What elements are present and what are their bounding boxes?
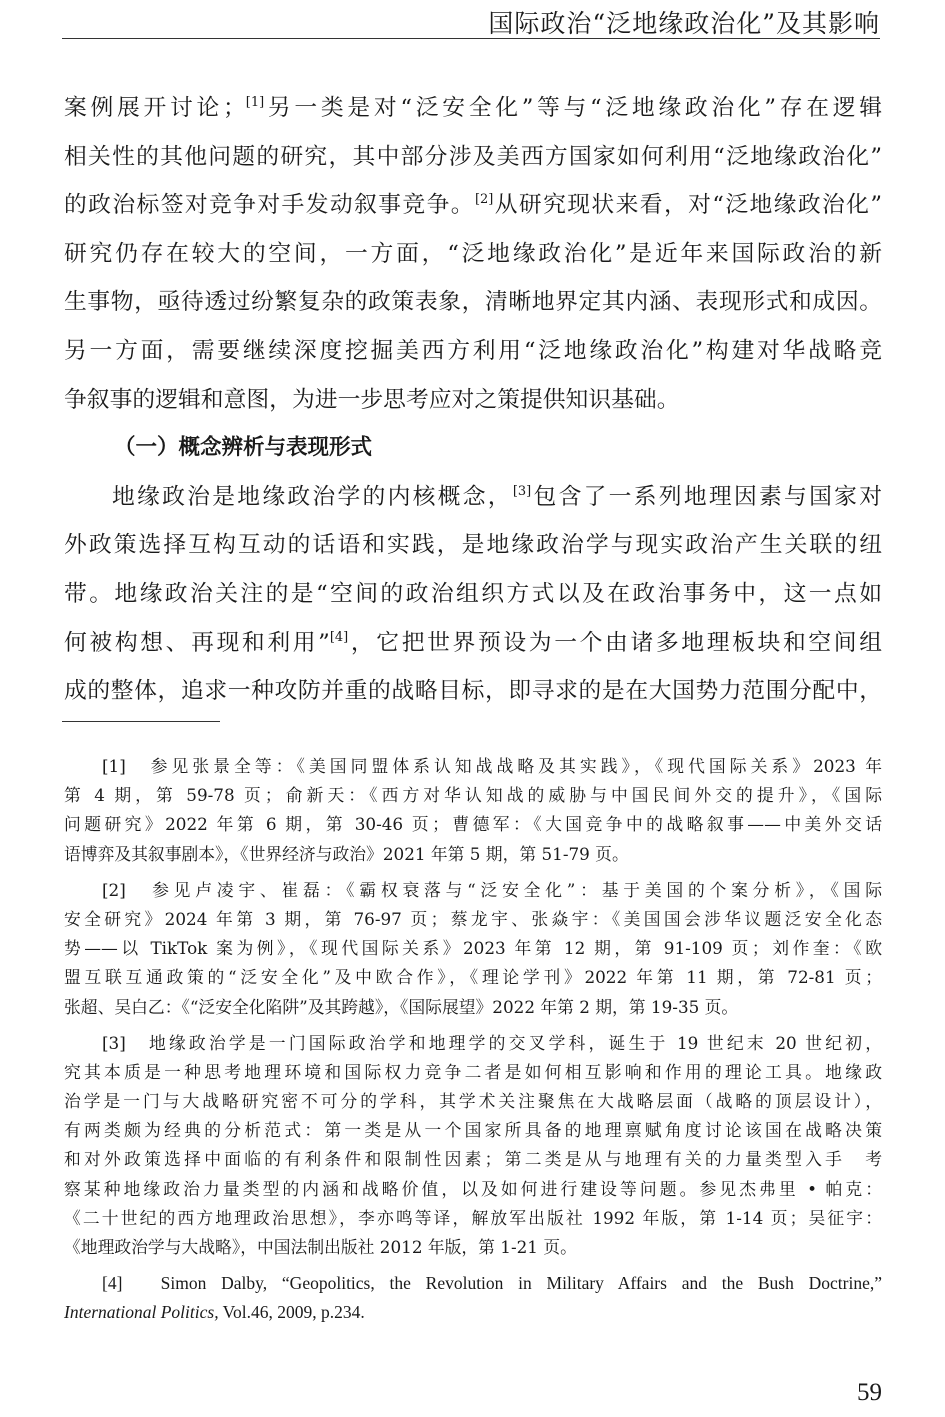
running-header <box>62 0 880 39</box>
body-line: 研究仍存在较大的空间，一方面，“泛地缘政治化”是近年来国际政治的新 <box>64 240 882 267</box>
footnote-ref-4[interactable]: [4] <box>329 629 349 645</box>
body-line: 成的整体，追求一种攻防并重的战略目标，即寻求的是在大国势力范围分配中， <box>64 678 882 705</box>
body-line: 何被构想、再现和利用”[4]，它把世界预设为一个由诸多地理板块和空间组 <box>64 629 883 656</box>
body-line: 的政治标签对竞争对手发动叙事竞争。[2]从研究现状来看，对“泛地缘政治化” <box>64 192 883 219</box>
footnotes <box>64 752 882 1335</box>
footnote-ref-3[interactable]: [3] <box>512 483 532 499</box>
body-line: 生事物，亟待透过纷繁复杂的政策表象，清晰地界定其内涵、表现形式和成因。 <box>64 289 882 316</box>
page-number: 59 <box>857 1379 882 1406</box>
footnote-ref-2[interactable]: [2] <box>474 192 494 208</box>
footnote-separator <box>62 721 220 722</box>
body-line: 地缘政治是地缘政治学的内核概念，[3]包含了一系列地理因素与国家对 <box>112 483 883 510</box>
journal-title: International Politics, <box>64 1302 219 1323</box>
body-line: 相关性的其他问题的研究，其中部分涉及美西方国家如何利用“泛地缘政治化” <box>64 143 882 170</box>
footnote-4: [4] Simon Dalby, “Geopolitics, the Revolution in Military Affairs and the Bush Doctrine,” International Politics, Vol.46, 2009, p.234. <box>64 1273 882 1323</box>
body-line: 外政策选择互构互动的话语和实践，是地缘政治学与现实政治产生关联的纽 <box>64 532 882 559</box>
body-line: 争叙事的逻辑和意图，为进一步思考应对之策提供知识基础。 <box>64 386 680 413</box>
body-line: 另一方面，需要继续深度挖掘美西方利用“泛地缘政治化”构建对华战略竞 <box>64 337 882 364</box>
footnote-2: [2] 参见卢凌宇、崔磊：《霸权衰落与“泛安全化”：基于美国的个案分析》，《国际 安全研究》2024 年第 3 期，第 76-97 页；蔡龙宇、张焱宇：《美国国会涉华议题泛安全化态 势——以 TikTok 案为例》，《现代国际关系》2023 年第 12 期，第 91-109 页；刘作奎：《欧 盟互联互通政策的“泛安全化”及中欧合作》，《理论学刊》2022 年第 11 期，第 72-81 页； 张超、吴白乙：《“泛安全化陷阱”及其跨越》，《国际展望》2022 年第 2 期，第 19-35 页。 <box>64 879 882 1017</box>
running-header-title: 国际政治“泛地缘政治化”及其影响 <box>488 9 880 38</box>
body-line: 带。地缘政治关注的是“空间的政治组织方式以及在政治事务中，这一点如 <box>64 580 882 607</box>
footnote-ref-1[interactable]: [1] <box>245 95 265 110</box>
body-line: 案例展开讨论；[1]另一类是对“泛安全化”等与“泛地缘政治化”存在逻辑 <box>64 95 883 121</box>
section-heading: （一）概念辨析与表现形式 <box>114 435 373 461</box>
footnote-1: [1] 参见张景全等：《美国同盟体系认知战战略及其实践》，《现代国际关系》2023 年 第 4 期，第 59-78 页；俞新天：《西方对华认知战的威胁与中国民间外交的提升》，《国际 问题研究》2022 年第 6 期，第 30-46 页；曹德军：《大国竞争中的战略叙事——中美外交话 语博弈及其叙事剧本》，《世界经济与政治》2021 年第 5 期，第 51-79 页。 <box>64 756 882 864</box>
body-text <box>64 84 882 716</box>
footnote-3: [3] 地缘政治学是一门国际政治学和地理学的交叉学科，诞生于 19 世纪末 20 世纪初， 究其本质是一种思考地理环境和国际权力竞争二者是如何相互影响和作用的理论工具。地缘政 治学是一门与大战略研究密不可分的学科，其学术关注聚焦在大战略层面（战略的顶层设计）， 有两类颇为经典的分析范式：第一类是从一个国家所具备的地理禀赋角度讨论该国在战略决策 和对外政策选择中面临的有利条件和限制性因素；第二类是从与地理有关的力量类型入手 考 察某种地缘政治力量类型的内涵和战略价值，以及如何进行建设等问题。参见杰弗里 • 帕克： 《二十世纪的西方地理政治思想》，李亦鸣等译，解放军出版社 1992 年版，第 1-14 页；吴征宇： 《地理政治学与大战略》，中国法制出版社 2012 年版，第 1-21 页。 <box>64 1032 882 1257</box>
